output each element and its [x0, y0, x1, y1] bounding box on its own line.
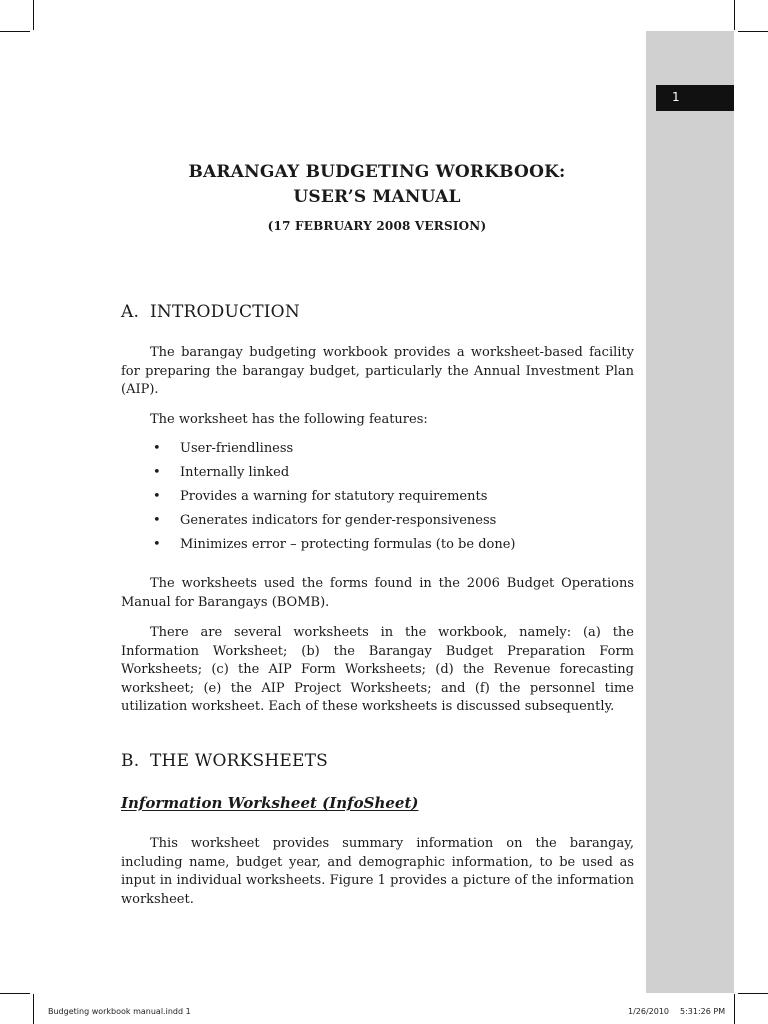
intro-paragraph: The barangay budgeting workbook provides a worksheet-based facility for preparing the barangay budget, particularly the Annual Investment Plan (AIP).: [121, 345, 634, 397]
chapter-side-tab: [646, 31, 734, 993]
list-item: • Provides a warning for statutory requirements: [153, 489, 488, 504]
bullet-icon: •: [153, 513, 161, 528]
bullet-icon: •: [153, 465, 161, 480]
section-b-heading: [121, 751, 328, 771]
footer-filename: Budgeting workbook manual.indd 1: [48, 1007, 191, 1016]
crop-mark-bottom-left-horizontal: [0, 993, 30, 994]
footer-date: 1/26/2010: [628, 1007, 670, 1016]
section-a-heading: [121, 302, 300, 322]
bullet-icon: •: [153, 489, 161, 504]
section-a-label: A.: [121, 302, 140, 322]
document-title-line1: BARANGAY BUDGETING WORKBOOK:: [188, 162, 566, 182]
bomb-paragraph: The worksheets used the forms found in the 2006 Budget Operations Manual for Barangays (BOMB).: [121, 576, 634, 610]
features-intro-paragraph: The worksheet has the following features:: [150, 412, 428, 427]
bullet-icon: •: [153, 441, 161, 456]
page-number: 1: [672, 90, 680, 104]
list-item: • Generates indicators for gender-responsiveness: [153, 513, 497, 528]
crop-mark-bottom-right-horizontal: [738, 993, 768, 994]
section-a-title: INTRODUCTION: [150, 302, 300, 322]
footer-time: 5:31:26 PM: [680, 1007, 726, 1016]
bullet-icon: •: [153, 537, 161, 552]
crop-mark-top-left-horizontal: [0, 31, 30, 32]
worksheets-list-paragraph: There are several worksheets in the workbook, namely: (a) the Information Worksheet; (b) the Barangay Budget Preparation Form Worksheets; (c) the AIP Form Worksheets; (d) the Revenue forecasting worksheet; (e) the AIP Project Worksheets; and (f) the personnel time utilization worksheet. Each of these worksheets is discussed subsequently.: [121, 625, 634, 714]
crop-mark-top-left-vertical: [33, 0, 34, 30]
document-version: (17 FEBRUARY 2008 VERSION): [267, 219, 487, 233]
crop-mark-bottom-right-vertical: [734, 994, 735, 1024]
page-number-badge: [656, 85, 734, 111]
document-title-line2: USER’S MANUAL: [293, 187, 461, 207]
crop-mark-top-right-horizontal: [738, 31, 768, 32]
list-item: • User-friendliness: [153, 441, 294, 456]
section-b-label: B.: [121, 751, 140, 771]
crop-mark-top-right-vertical: [734, 0, 735, 30]
crop-mark-bottom-left-vertical: [33, 994, 34, 1024]
section-b-title: THE WORKSHEETS: [150, 751, 328, 771]
list-item: • Internally linked: [153, 465, 290, 480]
infosheet-paragraph: This worksheet provides summary information on the barangay, including name, budget year, and demographic information, to be used as input in individual worksheets. Figure 1 provides a picture of the information worksheet.: [121, 836, 634, 907]
infosheet-subheading: Information Worksheet (InfoSheet): [121, 794, 419, 812]
features-list: [121, 440, 634, 560]
list-item: • Minimizes error – protecting formulas (to be done): [153, 537, 516, 552]
